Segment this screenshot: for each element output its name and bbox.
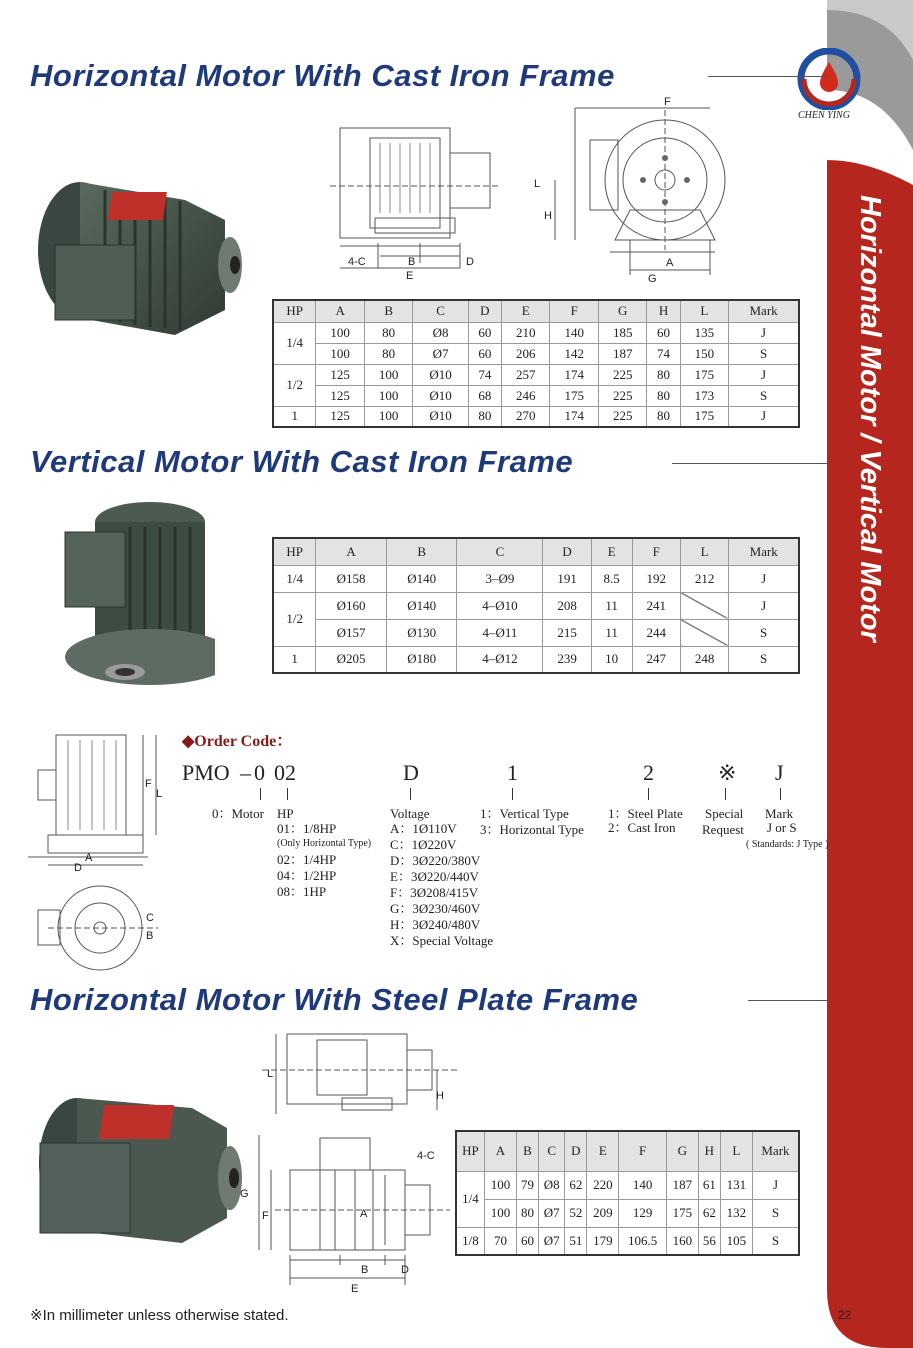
table-cell: 100 (316, 322, 365, 343)
order-voltage-item: E：3Ø220/440V (390, 869, 479, 884)
table-row (273, 565, 799, 592)
table-cell: 80 (647, 406, 680, 427)
dim-label-4c: 4-C (348, 256, 366, 268)
table-cell: 79 (517, 1171, 539, 1199)
table-cell: Ø7 (538, 1227, 564, 1255)
dim-label-b: B (146, 930, 154, 942)
vertical-cast-spec-table (272, 537, 800, 674)
table-row (273, 619, 799, 646)
order-hp-item: 02：1/4HP (277, 852, 337, 867)
order-hp-item: 04：1/2HP (277, 868, 337, 883)
order-type-item: 1：Vertical Type (480, 806, 569, 821)
table-cell: 140 (619, 1171, 666, 1199)
table-cell: 225 (598, 406, 647, 427)
table-header-cell: E (591, 538, 632, 565)
table-header-cell: H (647, 300, 680, 322)
table-cell: 192 (632, 565, 680, 592)
order-code-voltage: D (403, 760, 419, 785)
order-code-prefix: PMO (182, 760, 230, 785)
table-cell: 131 (720, 1171, 752, 1199)
horizontal-steel-top-drawing (262, 1028, 462, 1120)
order-voltage-item: A：1Ø110V (390, 821, 457, 836)
table-cell: 241 (632, 592, 680, 619)
table-cell: 160 (666, 1227, 698, 1255)
hp-cell: 1/4 (273, 565, 316, 592)
table-cell: J (729, 565, 799, 592)
table-cell: 68 (468, 385, 501, 406)
order-frame-item: 1：Steel Plate (608, 806, 683, 821)
order-code-type: 1 (507, 760, 518, 785)
dim-label-f: F (262, 1210, 269, 1222)
table-cell: 179 (587, 1227, 619, 1255)
table-cell: 74 (647, 343, 680, 364)
table-cell: 62 (565, 1171, 587, 1199)
table-cell: 209 (587, 1199, 619, 1227)
code-tick (512, 788, 513, 800)
horizontal-steel-spec-table (455, 1130, 800, 1256)
hp-cell: 1 (273, 646, 316, 673)
table-header-cell: C (538, 1131, 564, 1171)
hp-cell: 1/2 (273, 592, 316, 646)
order-voltage-item: H：3Ø240/480V (390, 917, 481, 932)
table-cell: 187 (598, 343, 647, 364)
table-row (456, 1171, 799, 1199)
table-cell: S (752, 1199, 799, 1227)
table-cell: 140 (550, 322, 599, 343)
table-row (273, 364, 799, 385)
horizontal-steel-motor-photo (22, 1083, 242, 1253)
title-rule (708, 76, 828, 77)
table-cell: 185 (598, 322, 647, 343)
table-cell: 210 (501, 322, 550, 343)
dim-label-a: A (666, 257, 674, 269)
horizontal-cast-front-drawing (535, 100, 735, 290)
table-cell: 248 (680, 646, 728, 673)
order-hp-item: 01：1/8HP (277, 821, 337, 836)
table-row (273, 385, 799, 406)
order-code-mark: J (775, 760, 784, 785)
table-cell: J (752, 1171, 799, 1199)
dim-label-l: L (156, 788, 163, 800)
brand-name: CHEN YING (798, 110, 850, 121)
dim-label-g: G (240, 1188, 249, 1200)
title-rule (672, 463, 828, 464)
table-cell: 173 (680, 385, 729, 406)
table-cell: J (729, 406, 799, 427)
table-cell: 244 (632, 619, 680, 646)
dim-label-f: F (145, 778, 152, 790)
table-cell: Ø10 (413, 364, 468, 385)
table-cell: 52 (565, 1199, 587, 1227)
table-cell: 60 (517, 1227, 539, 1255)
table-cell: 208 (543, 592, 591, 619)
table-cell: 80 (517, 1199, 539, 1227)
order-mark-label: Mark (765, 806, 794, 821)
table-cell: 51 (565, 1227, 587, 1255)
table-header-cell: C (457, 538, 543, 565)
table-header-cell: E (587, 1131, 619, 1171)
table-cell: 270 (501, 406, 550, 427)
table-header-cell: F (619, 1131, 666, 1171)
table-header-cell: L (680, 300, 729, 322)
table-cell: 8.5 (591, 565, 632, 592)
order-type-item: 3：Horizontal Type (480, 822, 584, 837)
dim-label-d: D (466, 256, 474, 268)
table-cell: 225 (598, 385, 647, 406)
table-row (273, 592, 799, 619)
table-cell: 60 (647, 322, 680, 343)
table-header-cell: Mark (729, 538, 799, 565)
table-cell: 4–Ø10 (457, 592, 543, 619)
table-cell: Ø157 (316, 619, 387, 646)
table-cell: Ø7 (538, 1199, 564, 1227)
dim-label-b: B (408, 256, 416, 268)
table-cell: 129 (619, 1199, 666, 1227)
dim-label-d: D (401, 1264, 409, 1276)
table-cell: Ø8 (413, 322, 468, 343)
table-cell: Ø130 (386, 619, 457, 646)
table-cell: J (729, 592, 799, 619)
table-cell: 175 (550, 385, 599, 406)
order-mark-label: J or S (767, 820, 797, 835)
order-voltage-item: D：3Ø220/380V (390, 853, 481, 868)
table-cell (680, 619, 728, 646)
table-cell: 135 (680, 322, 729, 343)
vertical-cast-motor-photo (55, 497, 215, 692)
dim-label-d: D (74, 862, 82, 874)
table-header-cell: C (413, 300, 468, 322)
table-cell: 70 (484, 1227, 516, 1255)
order-code-hp: 02 (274, 760, 296, 785)
table-cell: 80 (468, 406, 501, 427)
table-cell: 191 (543, 565, 591, 592)
table-header-cell: HP (273, 300, 316, 322)
table-cell: 62 (698, 1199, 720, 1227)
page-number: 22 (838, 1308, 852, 1322)
table-cell: S (729, 343, 799, 364)
dim-label-e: E (406, 270, 414, 282)
table-cell: 142 (550, 343, 599, 364)
table-cell: 206 (501, 343, 550, 364)
code-tick (287, 788, 288, 800)
table-header-cell: L (720, 1131, 752, 1171)
order-motor-item: 0：Motor (212, 806, 265, 821)
table-row (273, 406, 799, 427)
table-cell: 10 (591, 646, 632, 673)
table-cell: 257 (501, 364, 550, 385)
dim-label-l: L (534, 178, 541, 190)
table-cell: Ø8 (538, 1171, 564, 1199)
table-header-cell: Mark (752, 1131, 799, 1171)
table-cell: S (729, 385, 799, 406)
table-cell: 100 (364, 364, 413, 385)
table-cell: 220 (587, 1171, 619, 1199)
table-header-cell: G (598, 300, 647, 322)
table-row (273, 322, 799, 343)
table-cell: 4–Ø11 (457, 619, 543, 646)
table-header-cell: G (666, 1131, 698, 1171)
table-cell: 80 (364, 343, 413, 364)
table-cell: 100 (364, 406, 413, 427)
table-cell: S (729, 646, 799, 673)
table-cell: 212 (680, 565, 728, 592)
hp-cell: 1/2 (273, 364, 316, 406)
table-cell: Ø140 (386, 592, 457, 619)
dim-label-f: F (664, 96, 671, 108)
table-cell: 175 (680, 364, 729, 385)
order-special-label: Request (702, 822, 744, 837)
table-cell: Ø180 (386, 646, 457, 673)
table-cell: 100 (484, 1171, 516, 1199)
order-voltage-title: Voltage (390, 806, 430, 821)
dim-label-c: C (146, 912, 154, 924)
title-rule (748, 1000, 828, 1001)
order-hp-title: HP (277, 806, 294, 821)
table-cell: 106.5 (619, 1227, 666, 1255)
table-cell: 61 (698, 1171, 720, 1199)
table-cell: 132 (720, 1199, 752, 1227)
table-cell: 100 (316, 343, 365, 364)
table-header-cell: B (386, 538, 457, 565)
table-header-cell: E (501, 300, 550, 322)
order-voltage-item: G：3Ø230/460V (390, 901, 481, 916)
table-header-cell: A (316, 538, 387, 565)
table-cell: 80 (647, 385, 680, 406)
table-header-cell: L (680, 538, 728, 565)
table-cell: 105 (720, 1227, 752, 1255)
code-tick (260, 788, 261, 800)
order-special-label: Special (705, 806, 744, 821)
table-cell: 100 (364, 385, 413, 406)
dim-label-4c: 4-C (417, 1150, 435, 1162)
order-voltage-item: F：3Ø208/415V (390, 885, 479, 900)
table-cell: S (729, 619, 799, 646)
table-header-cell: H (698, 1131, 720, 1171)
order-frame-item: 2：Cast Iron (608, 820, 676, 835)
table-cell: 3–Ø9 (457, 565, 543, 592)
horizontal-cast-spec-table (272, 299, 800, 428)
table-header-cell: D (543, 538, 591, 565)
table-cell: Ø158 (316, 565, 387, 592)
hp-cell: 1/8 (456, 1227, 484, 1255)
footnote: ※In millimeter unless otherwise stated. (30, 1307, 289, 1324)
table-cell: J (729, 322, 799, 343)
dim-label-h: H (436, 1090, 444, 1102)
order-hp-item: 08：1HP (277, 884, 327, 899)
table-cell: 125 (316, 385, 365, 406)
table-cell: 225 (598, 364, 647, 385)
table-cell: 125 (316, 364, 365, 385)
dim-label-h: H (544, 210, 552, 222)
table-cell: 150 (680, 343, 729, 364)
brand-logo (796, 48, 862, 110)
table-cell: 11 (591, 619, 632, 646)
table-cell: Ø160 (316, 592, 387, 619)
table-cell: Ø205 (316, 646, 387, 673)
table-cell (680, 592, 728, 619)
table-cell: 74 (468, 364, 501, 385)
code-tick (648, 788, 649, 800)
table-cell: 175 (680, 406, 729, 427)
table-row (456, 1199, 799, 1227)
order-hp-note: (Only Horizontal Type) (277, 838, 372, 849)
table-cell: Ø10 (413, 385, 468, 406)
code-tick (780, 788, 781, 800)
table-header-cell: A (316, 300, 365, 322)
dim-label-b: B (361, 1264, 369, 1276)
table-cell: 246 (501, 385, 550, 406)
table-cell: 239 (543, 646, 591, 673)
table-cell: 100 (484, 1199, 516, 1227)
horizontal-cast-motor-photo (25, 170, 245, 345)
table-cell: Ø10 (413, 406, 468, 427)
dim-label-g: G (648, 273, 657, 285)
table-header-cell: F (550, 300, 599, 322)
table-cell: 125 (316, 406, 365, 427)
section-title-horizontal-steel: Horizontal Motor With Steel Plate Frame (30, 982, 639, 1017)
order-code-frame: 2 (643, 760, 654, 785)
table-header-cell: Mark (729, 300, 799, 322)
table-cell: 80 (364, 322, 413, 343)
table-header-cell: A (484, 1131, 516, 1171)
order-code-special: ※ (718, 760, 737, 785)
table-header-cell: HP (456, 1131, 484, 1171)
table-header-cell: B (364, 300, 413, 322)
table-cell: 174 (550, 364, 599, 385)
hp-cell: 1/4 (456, 1171, 484, 1227)
table-cell: 175 (666, 1199, 698, 1227)
table-cell: 80 (647, 364, 680, 385)
table-cell: 215 (543, 619, 591, 646)
table-row (456, 1227, 799, 1255)
table-cell: 247 (632, 646, 680, 673)
table-cell: 174 (550, 406, 599, 427)
section-title-horizontal-cast: Horizontal Motor With Cast Iron Frame (30, 58, 615, 93)
dim-label-e: E (351, 1283, 359, 1295)
table-header-cell: B (517, 1131, 539, 1171)
dim-label-l: L (267, 1068, 274, 1080)
table-cell: 60 (468, 322, 501, 343)
hp-cell: 1 (273, 406, 316, 427)
table-cell: 11 (591, 592, 632, 619)
code-tick (410, 788, 411, 800)
hp-cell: 1/4 (273, 322, 316, 364)
table-header-cell: D (468, 300, 501, 322)
dim-label-a: A (360, 1208, 368, 1220)
table-cell: Ø7 (413, 343, 468, 364)
order-code-dash: – (240, 760, 251, 785)
table-cell: 56 (698, 1227, 720, 1255)
order-code-motor: 0 (254, 760, 265, 785)
table-header-cell: F (632, 538, 680, 565)
table-cell: Ø140 (386, 565, 457, 592)
table-header-cell: HP (273, 538, 316, 565)
table-cell: 187 (666, 1171, 698, 1199)
sidebar-label: Horizontal Motor / Vertical Motor (854, 195, 886, 642)
order-code-heading: ◆Order Code： (182, 733, 293, 750)
table-cell: 4–Ø12 (457, 646, 543, 673)
table-row (273, 343, 799, 364)
dim-label-a: A (85, 852, 93, 864)
order-voltage-item: C：1Ø220V (390, 837, 457, 852)
table-cell: S (752, 1227, 799, 1255)
section-title-vertical-cast: Vertical Motor With Cast Iron Frame (30, 444, 574, 479)
order-voltage-item: X：Special Voltage (390, 933, 494, 948)
table-row (273, 646, 799, 673)
table-header-cell: D (565, 1131, 587, 1171)
code-tick (725, 788, 726, 800)
table-cell: 60 (468, 343, 501, 364)
order-standards-note: ( Standards: J Type ) (746, 839, 829, 850)
table-cell: J (729, 364, 799, 385)
